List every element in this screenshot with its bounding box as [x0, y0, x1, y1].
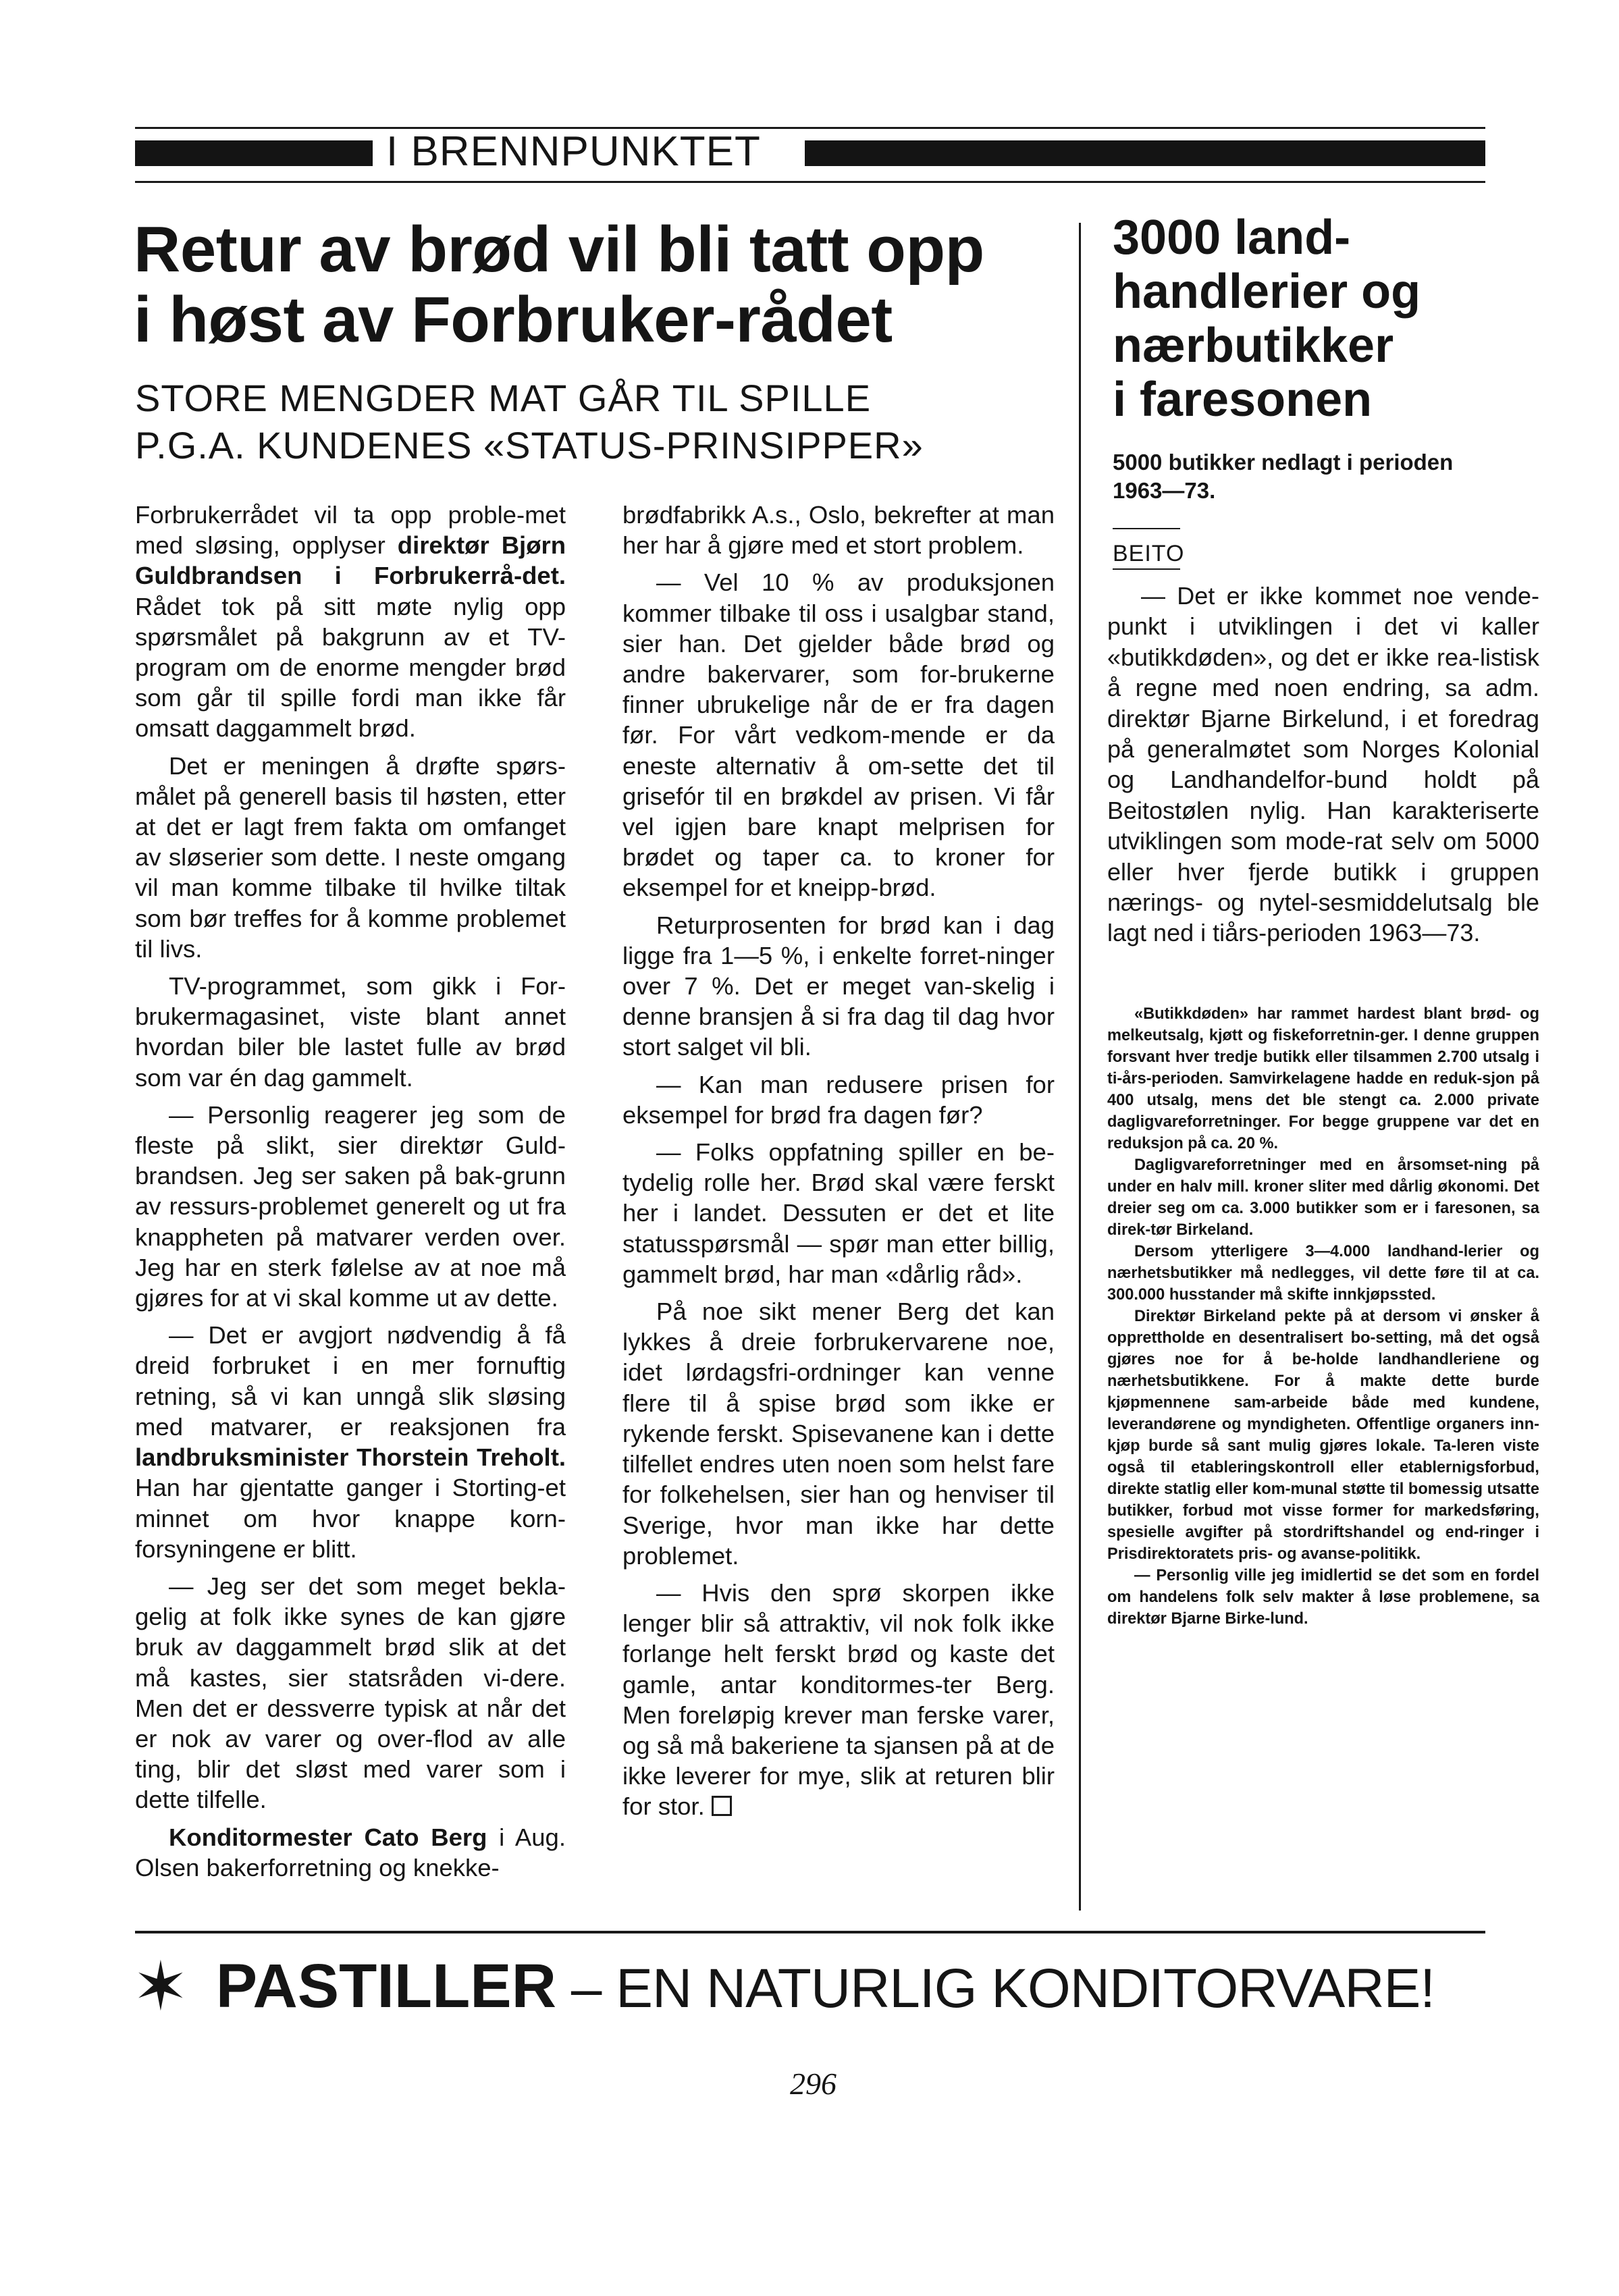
main-headline-line1: Retur av brød vil bli tatt opp	[134, 213, 984, 286]
sidebar-small-p1: «Butikkdøden» har rammet hardest blant brød- og melkeutsalg, kjøtt og fiskeforretnin-ger. I denne gruppen forsvant hver tredje butikk eller tilsammen 2.700 utsalg i ti-års-perioden. Samvirkelagene hadde en reduk-sjon på 400 utsalg, mens det ble stengt ca. 2.000 private dagligvareforretninger. For begge gruppene var det en reduksjon på ca. 20 %.	[1107, 1005, 1539, 1152]
banner-top-rule	[135, 127, 1485, 129]
col2-para1: brødfabrikk A.s., Oslo, bekrefter at man her har å gjøre med et stort problem.	[622, 501, 1055, 560]
col1-para7	[135, 1822, 566, 1883]
col1-para1-bold: direktør Bjørn Guldbrandsen i Forbrukerrå-det.	[135, 531, 566, 590]
sidebar-small-text	[1107, 1003, 1539, 1630]
sidebar-small-p5: — Personlig ville jeg imidlertid se det som en fordel om handelens folk selv makter å løse problemene, sa direktør Bjarne Birke-lund.	[1107, 1567, 1539, 1628]
col1-para5	[135, 1320, 566, 1564]
sidebar-small-p2: Dagligvareforretninger med en årsomset-ning på under en halv mill. kroner sliter med dårlig økonomi. Det dreier seg om ca. 3.000 butikker som er i faresonen, sa direk-tør Birkeland.	[1107, 1156, 1539, 1239]
col1-para5-text: — Det er avgjort nødvendig å få dreid forbruket i en mer fornuftig retning, så vi kan unngå slik sløsing med matvarer, er reaksjonen fra	[135, 1321, 566, 1441]
col1-para5-bold: landbruksminister Thorstein Treholt.	[135, 1443, 566, 1472]
col2-para6: På noe sikt mener Berg det kan lykkes å dreie forbrukervarene noe, idet lørdagsfri-ordninger kan venne flere til å spise brød som ikke er rykende ferskt. Spisevanene kan i dette tilfellet endres uten noen som helst fare for folkehelsen, sier han og henviser til Sverige, hvor man ikke har dette problemet.	[622, 1298, 1055, 1570]
col1-para3: TV-programmet, som gikk i For-brukermagasinet, viste blant annet hvordan biler ble lastet fulle av brød som var én dag gammelt.	[135, 972, 566, 1092]
col1-para7-text: i Aug. Olsen bakerforretning og knekke-	[135, 1823, 566, 1881]
sidebar-headline-line4: i faresonen	[1113, 373, 1373, 427]
col2-para4: — Kan man redusere prisen for eksempel for brød fra dagen før?	[622, 1070, 1055, 1129]
banner-bar-right	[805, 140, 1485, 166]
col1-para4: — Personlig reagerer jeg som de fleste på slikt, sier direktør Guld-brandsen. Jeg ser saken på bak-grunn av ressurs-problemet generelt og ut fra knappheten på matvarer verden over. Jeg har en sterk følelse av at noe må gjøres for at vi skal komme ut av dette.	[135, 1100, 566, 1312]
col1-para1-text: Forbrukerrådet vil ta opp proble-met med sløsing, opplyser	[135, 501, 566, 560]
sidebar-headline-line3: nærbutikker	[1113, 319, 1394, 373]
sidebar-subhead-line2: 1963—73.	[1113, 478, 1216, 503]
ad-top-rule	[135, 1931, 1485, 1933]
section-label: I BRENNPUNKTET	[386, 128, 761, 175]
sidebar-divider	[1079, 223, 1081, 1911]
star-icon: ✶	[132, 1949, 189, 2025]
col2-para5: — Folks oppfatning spiller en be-tydelig rolle her. Brød skal være ferskt her i landet. Dessuten er det et lite statusspørsmål — spør man etter billig, gammelt brød, har man «dårlig råd».	[622, 1138, 1055, 1288]
col2-para3: Returprosenten for brød kan i dag ligge fra 1—5 %, i enkelte forret-ninger over 7 %. Det er meget van-skelig i denne bransjen å si fra dag til dag hvor stort salget vil bli.	[622, 911, 1055, 1061]
article-column-1	[135, 500, 566, 1890]
sidebar-headline-line1: 3000 land-	[1113, 211, 1351, 265]
col1-para1-rest: Rådet tok på sitt møte nylig opp spørsmålet på bakgrunn av et TV-program om de enorme mengder brød som går til spille fordi man ikke får omsatt daggammelt brød.	[135, 592, 566, 743]
sidebar-body	[1107, 581, 1539, 949]
col2-para2: — Vel 10 % av produksjonen kommer tilbake til oss i usalgbar stand, sier han. Det gjelder både brød og andre bakervarer, som for-brukerne finner ubrukelige når de er fra dagen før. For vårt vedkom-mende er da eneste alternativ å om-sette det til grisefór til en brøkdel av prisen. Vi får vel igjen bare knapt melprisen for brødet og taper ca. to kroner for eksempel for et kneipp-brød.	[622, 568, 1055, 902]
ad-brand: PASTILLER	[215, 1952, 557, 2021]
ad-slogan: – EN NATURLIG KONDITORVARE!	[556, 1958, 1435, 2019]
col1-para1	[135, 500, 566, 744]
sidebar-dateline: BEITO	[1113, 541, 1185, 566]
col1-para7-bold: Konditormester Cato Berg	[169, 1823, 487, 1851]
end-mark-icon	[712, 1796, 732, 1816]
sidebar-small-p4: Direktør Birkeland pekte på at dersom vi ønsker å opprettholde en desentralisert bo-setting, må det også gjøres noe for å be-holde landhandleriene og nærhetsbutikkene. For å makte dette burde kjøpmennene sam-arbeide både med kundene, leverandørene og myndigheten. Offentlige organers inn-kjøp burde så sant mulig gjøres lokale. Ta-leren viste også til etableringskontroll eller etablernigsforbud, direkte statlig eller kom-munal støtte til bomessig utsatte butikker, forbud mot visse former for markedsføring, spesielle avgifter på stordriftshandel og end-ringer i Prisdirektoratets pris- og avanse-politikk.	[1107, 1308, 1539, 1563]
sidebar-body-text: — Det er ikke kommet noe vende-punkt i utviklingen i det vi kaller «butikkdøden», og det er ikke rea-listisk å regne med noen endring, sa adm. direktør Bjarne Birkelund, i et foredrag på generalmøtet som Norges Kolonial og Landhandelfor-bund holdt på Beitostølen nylig. Han karakteriserte utviklingen som mode-rat selv om 5000 eller hver fjerde butikk i gruppen nærings- og nytel-sesmiddelutsalg ble lagt ned i tiårs-perioden 1963—73.	[1107, 582, 1539, 947]
ad-banner	[132, 1946, 1435, 2027]
banner-bottom-rule	[135, 181, 1485, 183]
kicker-line2: P.G.A. KUNDENES «STATUS-PRINSIPPER»	[135, 424, 924, 466]
banner-bar-left	[135, 140, 373, 166]
sidebar-headline-line2: handlerier og	[1113, 265, 1421, 319]
page-number: 296	[790, 2066, 837, 2101]
dateline-underline	[1113, 568, 1180, 570]
sidebar-short-rule	[1113, 528, 1180, 529]
article-column-2	[622, 500, 1055, 1829]
col1-para2: Det er meningen å drøfte spørs-målet på generell basis til høsten, etter at det er lagt frem fakta om omfanget av sløserier som dette. I neste omgang vil man komme tilbake til hvilke tiltak som bør treffes for å komme problemet til livs.	[135, 751, 566, 963]
sidebar-small-p3: Dersom ytterligere 3—4.000 landhand-lerier og nærhetsbutikker må nedlegges, vil dette føre til at ca. 300.000 husstander må skifte innkjøpssted.	[1107, 1243, 1539, 1304]
kicker-line1: STORE MENGDER MAT GÅR TIL SPILLE	[135, 377, 872, 419]
col1-para6: — Jeg ser det som meget bekla-gelig at folk ikke synes de kan gjøre bruk av daggammelt brød slik at det må kastes, sier statsråden vi-dere. Men det er dessverre typisk at når det er nok av varer og over-flod av alle ting, blir det sløst med varer som i dette tilfelle.	[135, 1572, 566, 1814]
col2-para7	[622, 1578, 1055, 1822]
col2-para7-text: — Hvis den sprø skorpen ikke lenger blir så attraktiv, vil nok folk ikke forlange helt ferskt brød og kaste det gamle, antar konditormes-ter Berg. Men foreløpig krever man ferske varer, og så må bakeriene ta sjansen på at de ikke leverer for mye, slik at returen blir for stor.	[622, 1578, 1055, 1821]
col1-para5-rest: Han har gjentatte ganger i Storting-et minnet om hvor knappe korn-forsyningene er blitt.	[135, 1474, 566, 1563]
sidebar-subhead-line1: 5000 butikker nedlagt i perioden	[1113, 450, 1454, 475]
main-headline-line2: i høst av Forbruker-rådet	[134, 284, 893, 356]
